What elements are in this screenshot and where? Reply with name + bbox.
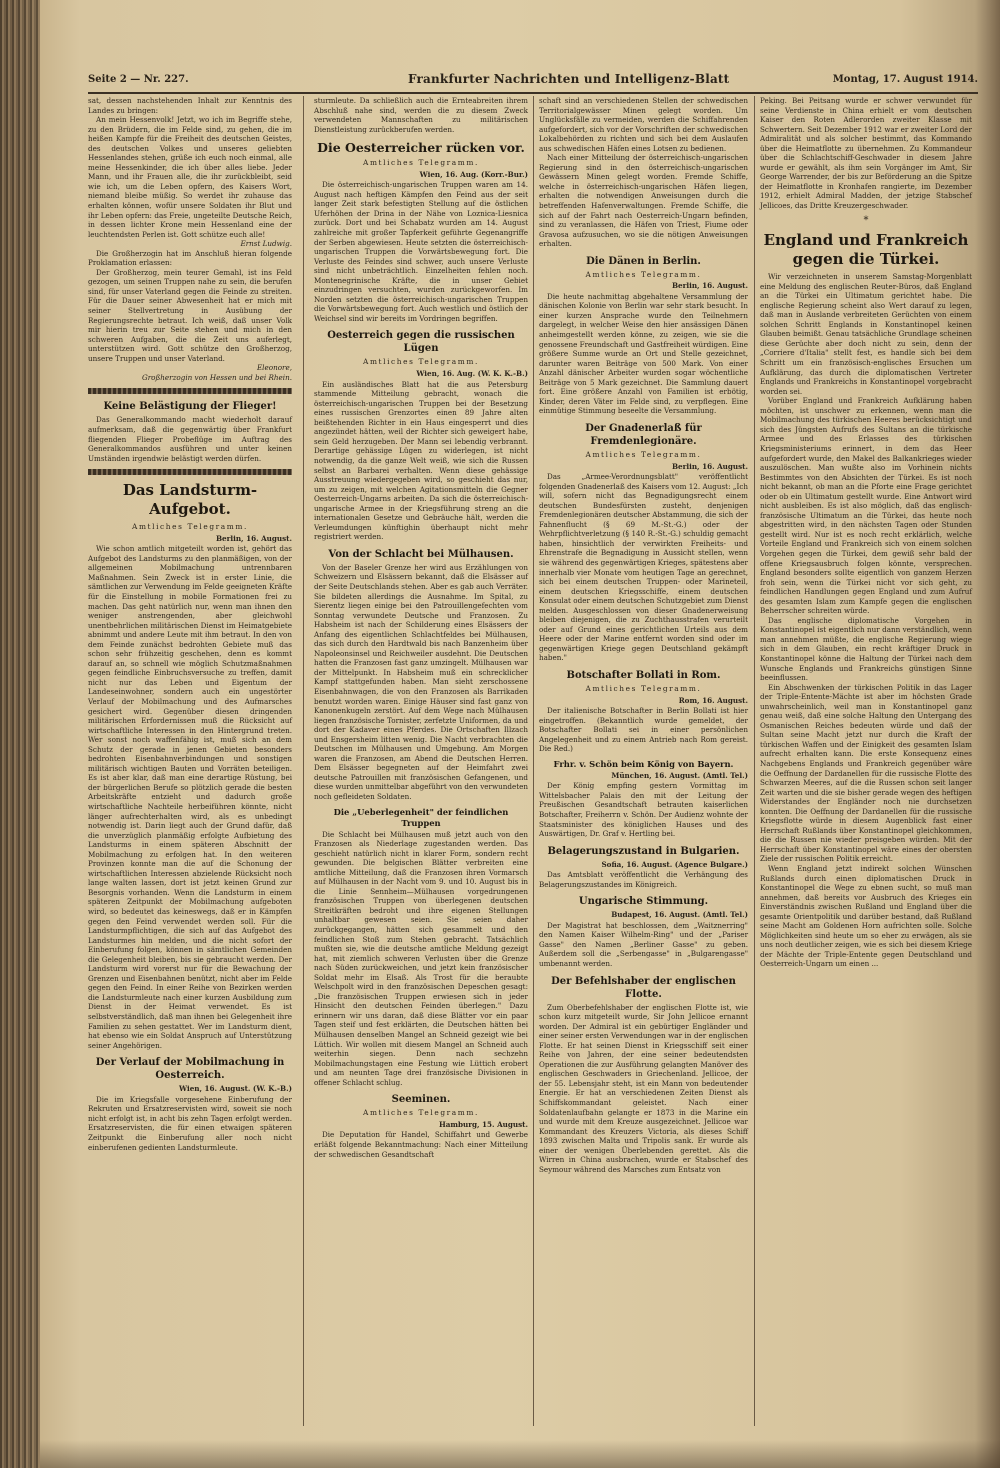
section-divider	[88, 388, 292, 394]
article-text: Die österreichisch-ungarischen Truppen waren am 14. August nach heftigen Kämpfen den Feind aus der seit langer Zeit stark befestigten Stellung auf die östlichen Uferhöhen der Drina in der Nähe von Loznica-Liesnica zurück. Dort und bei Schabatz wurden am 14. August zahlreiche mit großer Tapferkeit geführte Gegenangriffe der Serben abgewiesen. Heute setzten die österreichisch-ungarischen Truppen die Vorwärtsbewegung fort. Die Verluste des Feindes sind schwer, auch unsere Verluste sind nicht unbeträchtlich. Einzelheiten fehlen noch. Montenegrinische Kräfte, die in unser Gebiet einzudringen versuchten, wurden zurückgeworfen. Im Norden setzten die österreichisch-ungarischen Truppen die Vorwärtsbewegung fort. Auch westlich und östlich der Weichsel sind wir bereits im Vordringen begriffen.	[314, 180, 528, 323]
column-separator	[754, 96, 755, 1426]
telegram-label: Amtliches Telegramm.	[132, 522, 248, 532]
dateline: Berlin, 16. August.	[671, 461, 748, 471]
issue-date: Montag, 17. August 1914.	[832, 74, 978, 85]
article-text: Nach einer Mitteilung der österreichisch-ungarischen Regierung sind in den österreichisch-ungarischen Gewässern Minen gelegt worden. Fremde Schiffe, welche in österreichisch-ungarischen Häfen liegen, erhalten die notwendigen Anweisungen durch die betreffenden Hafenverwaltungen. Fremde Schiffe, die sich auf der Fahrt nach Oesterreich-Ungarn befinden, sind zu veranlassen, die Häfen von Triest, Fiume oder Gravosa aufzusuchen, wo sie die nötigen Anweisungen erhalten.	[539, 153, 748, 249]
dateline: Wien, 16. Aug. (Korr.-Bur.)	[419, 169, 528, 179]
dateline: Budapest, 16. August. (Amtl. Tel.)	[611, 910, 748, 920]
article-text: Das Amtsblatt veröffentlicht die Verhängung des Belagerungszustandes im Königreich.	[539, 870, 748, 889]
masthead-title: Frankfurter Nachrichten und Intelligenz-Blatt	[408, 72, 730, 86]
column-separator	[533, 96, 534, 1426]
dateline: Wien, 16. Aug. (W. K. K.-B.)	[416, 369, 528, 379]
column-3	[539, 96, 748, 1174]
article-text: Vorüber England und Frankreich Aufklärung haben möchten, ist unschwer zu erkennen, wenn man die Mobilmachung des türkischen Heeres berücksichtigt und sich des Jüngsten Aufrufs des Sultans an die türkische Armee und des Erlasses des türkischen Kriegsministeriums erinnert, in dem das Heer aufgefordert wurde, den Makel des Balkankrieges wieder auszulöschen. Man wußte also im Vorhinein nichts Bestimmtes von den Absichten der Türkei. Es ist noch nicht bekannt, ob man an die Pforte eine Frage gerichtet oder ob ein Ultimatum gestellt wurde. Eine Antwort wird nicht ausbleiben. Es ist also möglich, daß das englisch-französische Ultimatum an die Türkei, das heute noch abgestritten wird, in den nächsten Tagen oder Stunden gestellt wird. Nur ist es noch recht erklärlich, welche Vorteile England und Frankreich sich von einem solchen Vorgehen gegen die Türkei, dem gewiß sehr bald der offene Kriegsausbruch folgen könnte, versprechen. England besonders sollte eigentlich von ganzem Herzen froh sein, wenn die Türkei nicht vor sich geht, zu feindlichen Handlungen gegen England und zum Aufruf des gesamten Islam zum Kampfe gegen die englischen Beherrscher schreiten würde.	[760, 396, 972, 616]
article-text: Von der Baseler Grenze her wird aus Erzählungen von Schweizern und Elsässern bekannt, daß die Elsässer auf der Seite Deutschlands stehen. Aber es gab auch Verräter. Sie bildeten allerdings die Ausnahme. Im Spital, zu Sierentz liegen einige bei den Patrouillengefechten vom Sonntag verwundete Deutsche und Franzosen. Zu Habsheim ist nach der Schilderung eines Elsässers der Anfang des eigentlichen Schlachtfeldes bei Mülhausen, das sich durch den Hardtwald bis nach Banzenheim über Napoleonsinsel und Reichweiler ausdehnt. Die Deutschen hatten die Franzosen fast ganz umzingelt. Mülhausen war der Mittelpunkt. In Habsheim muß ein schrecklicher Kampf stattgefunden haben. Man sieht zerschossene Eisenbahnwagen, die von den Franzosen als Barrikaden benutzt worden waren. Einige Häuser sind fast ganz von Kanonenkugeln zerstört. Auf dem Wege nach Mülhausen liegen französische Tornister, zerfetzte Uniformen, da und dort der Kadaver eines Pferdes. Die Ortschaften Illzach und Ensgersheim litten wenig. Die Nacht verbrachten die Deutschen im Mülhausen und Umgebung. Am Morgen waren die Franzosen, am Abend die Deutschen Herren. Dem Elsässer begegneten auf der Heimfahrt zwei deutsche Patrouillen mit französischen Gefangenen, und diese wurden unmittelbar abgeführt von den verwundeten noch gefleideten Soldaten.	[314, 562, 528, 801]
dateline: Hamburg, 15. August.	[438, 1119, 528, 1129]
article-text: Die heute nachmittag abgehaltene Versammlung der dänischen Kolonie von Berlin war sehr stark besucht. In einer kurzen Ansprache wurde den Teilnehmern dargelegt, in welcher Weise den hier ansässigen Dänen anheimgestellt werden könne, zu zeigen, wie sie die genossene Freundschaft und Gastfreiheit würdigen. Eine größere Summe wurde an Ort und Stelle gezeichnet, darunter waren Beiträge von 500 Mark. Von einer Anzahl dänischer Arbeiter wurden sogar wöchentliche Beiträge von 5 Mark gezeichnet. Die Sammlung dauert fort. Eine größere Anzahl von Familien ist erbötig, Kinder, deren Väter im Felde sind, zu verpflegen. Eine einmütige Stimmung beseelte die Versammlung.	[539, 291, 748, 416]
telegram-label: Amtliches Telegramm.	[585, 269, 702, 279]
dateline: Berlin, 16. August.	[215, 533, 292, 543]
article-text: Der italienische Botschafter in Berlin Bollati ist hier eingetroffen. (Bekanntlich wurde gemeldet, der Botschafter Bollati sei in einer persönlichen Angelegenheit und zu einem Antrieb nach Rom gereist. Die Red.)	[539, 706, 748, 754]
article-text: schaft sind an verschiedenen Stellen der schwedischen Territorialgewässer Minen gelegt worden. Um Unglücksfälle zu vermeiden, werden die Schiffahrenden aufgefordert, sich vor der Vorschriften der schwedischen Lokalbehörden zu richten und sich bei dem Auslaufen aus schwedischen Häfen eines Lotsen zu bedienen.	[539, 96, 748, 153]
headline-mobilmachung: Der Verlauf der Mobilmachung in Oesterreich.	[95, 1057, 285, 1082]
telegram-label: Amtliches Telegramm.	[363, 1108, 479, 1118]
article-text: Der König empfing gestern Vormittag im Wittelsbacher Palais den mit der Leitung der Preußischen Gesandtschaft betrauten kaiserlichen Botschafter, Freiherrn v. Schön. Der Audienz wohnte der Staatsminister des königlichen Hauses und des Auswärtigen, Dr. Graf v. Hertling bei.	[539, 781, 748, 839]
headline-bollati: Botschafter Bollati in Rom.	[566, 669, 721, 681]
headline-ueberlegenheit: Die „Ueberlegenheit" der feindlichen Truppen	[333, 806, 509, 828]
article-text: Die Großherzogin hat im Anschluß hieran folgende Proklamation erlassen:	[88, 248, 292, 268]
telegram-label: Amtliches Telegramm.	[585, 683, 702, 693]
headline-muelhausen: Von der Schlacht bei Mülhausen.	[328, 548, 514, 560]
headline-tuerkei: England und Frankreich gegen die Türkei.	[763, 231, 969, 269]
article-text: sturmleute. Da schließlich auch die Ernteabreiten ihrem Abschluß nahe sind, werden die zu diesem Zweck verwendeten Mannschaften zu militärischen Dienstleistung zurückberufen werden.	[314, 96, 528, 134]
dateline: München, 16. August. (Amtl. Tel.)	[611, 770, 748, 780]
section-divider	[88, 469, 292, 475]
article-text: Zum Oberbefehlshaber der englischen Flotte ist, wie schon kurz mitgeteilt wurde, Sir John Jellicoe ernannt worden. Der Admiral ist ein gebürtiger Engländer und einer seiner ersten Verwendungen war in der englischen Flotte. Er hat seinen Dienst in Kriegsschiff seit einer Reihe von Jahren, der eine seiner bedeutendsten Operationen die zur Ausführung gelangten Manöver des englischen Geschwaders in Griechenland. Jellicoe, der der 55. Lebensjahr steht, ist ein Mann von bedeutender Energie. Er hat an verschiedenen Zeiten Dienst als Schiffskommandant geleistet. Nach einer Soldatenlaufbahn gelangte er 1873 in die Marine ein und wurde mit dem Kreuze ausgezeichnet. Jellicoe war Kommandant des Kreuzers Victoria, als dieses Schiff 1893 zwischen Malta und Tripolis sank. Er wurde als einer der wenigen Überlebenden gerettet. Als die Wirren in China ausbrachen, wurde er Stabschef des Seymour während des Marsches zum Entsatz von	[539, 1002, 748, 1174]
separator-star: *	[863, 214, 869, 226]
article-text: Das „Armee-Verordnungsblatt" veröffentlicht folgenden Gnadenerlaß des Kaisers vom 12. August: „Ich will, sofern nicht das Begnadigungsrecht einem deutschen Bundesfürsten zusteht, denjenigen Fremdenlegionären deutscher Abstammung, die sich der Fahnenflucht (§ 69 M.-St.-G.) oder der Wehrpflichtverletzung (§ 140 R.-St.-G.) schuldig gemacht haben, hinsichtlich der verwirkten Freiheits- und Ehrenstrafe die Begnadigung in Aussicht stellen, wenn sie während des gegenwärtigen Krieges, spätestens aber innerhalb vier Monate vom heutigen Tage an gerechnet, sich bei einem deutschen Truppen- oder Marineteil, einem deutschen Kriegsschiffe, einem deutschen Konsulat oder einem deutschen Schutzgebiet zum Dienst melden. Ausgeschlossen von dieser Gnadenerweisung bleiben diejenigen, die zu Zuchthausstrafen verurteilt oder auf Grund eines gerichtlichen Urteils aus dem Heere oder der Marine entfernt worden sind oder im gegenwärtigen Kriege gegen Deutschland gekämpft haben."	[539, 472, 748, 663]
article-text: Das englische diplomatische Vorgehen in Konstantinopel ist eigentlich nur dann verständlich, wenn man annehmen müßte, die englische Regierung wiege sich in dem Glauben, ein recht kräftiger Druck in Konstantinopel könne die Haltung der Türkei nach dem Wunsche Englands und Frankreichs günstigen Sinne beeinflussen.	[760, 615, 972, 683]
headline-oesterreicher: Die Oesterreicher rücken vor.	[317, 140, 525, 156]
headline-flieger: Keine Belästigung der Flieger!	[103, 401, 277, 413]
header-rule	[88, 92, 978, 94]
proclamation-text: Der Großherzog, mein teurer Gemahl, ist ins Feld gezogen, um seinen Truppen nahe zu sein, die berufen sind, für unser Vaterland gegen die Feinde zu streiten. Für die Dauer seiner Abwesenheit hat er mich mit seiner Stellvertretung in Ausübung der Regierungsrechte betraut. Ich weiß, daß unser Volk mir hierin treu zur Seite stehen und mich in den schweren Aufgaben, die die Zeit uns auferlegt, unterstützen wird. Gott schütze den Großherzog, unsere Truppen und unser Vaterland.	[88, 267, 292, 363]
headline-gnadenerlass: Der Gnadenerlaß für Fremdenlegionäre.	[585, 422, 702, 447]
article-text: Die im Kriegsfalle vorgesehene Einberufung der Rekruten und Ersatzreservisten wird, soweit sie noch nicht erfolgt ist, in acht bis zehn Tagen erfolgt werden. Ersatzreservisten, die für einen etwaigen späteren Zeitpunkt die Einberufung aller noch nicht einberufenen gedienten Landsturmleute.	[88, 1094, 292, 1152]
signature: Eleonore,	[256, 363, 292, 373]
headline-schoen: Frhr. v. Schön beim König von Bayern.	[553, 758, 734, 769]
column-2	[314, 96, 528, 1159]
dateline: Wien, 16. August. (W. K.-B.)	[179, 1084, 292, 1094]
article-text: Ein ausländisches Blatt hat die aus Petersburg stammende Mitteilung gebracht, wonach die österreichisch-ungarischen Truppen bei der Besetzung eines russischen Grenzortes einen 89 Jahre alten beißtehenden Richter in ein Haus eingesperrt und dies angezündet hätten, weil der Richter sich geweigert habe, sein Geld herzugeben. Der Mann sei lebendig verbrannt. Derartige gehässige Lügen zu widerlegen, ist nicht notwendig, da die ganze Welt weiß, wie sich die Russen selbst an Barbarei verhalten. Wenn diese gehässige Ausstreuung wiedergegeben wird, so geschieht das nur, um zu zeigen, mit welchen Agitationsmitteln die Gegner Oesterreich-Ungarns arbeiten. Da sich die österreichisch-ungarische Armee in der Kriegsführung streng an die internationalen Gesetze und Gebräuche hält, werden die Verleumdungen künftighin überhaupt nicht mehr registriert werden.	[314, 379, 528, 542]
page-edge-shadow	[40, 1440, 1000, 1468]
column-1	[88, 96, 292, 1152]
proclamation-text: An mein Hessenvolk! Jetzt, wo ich im Begriffe stehe, zu den Brüdern, die im Felde sind, zu gehen, die im heißen Kampfe für die Freiheit des deutschen Geistes, des deutschen Volkes und unseres geliebten Hessenlandes stehen, grüße ich euch noch einmal, alle meine Hessenkinder, die ich über alles liebe. Jeder Mann, und ihr Frauen alle, die ihr zurückbleibt, seid wie ich, um die Leben opfern, des Kaisers Wort, niemand bleibe müßig. So werdet ihr zuhause das erhalten können, wofür unsere Soldaten ihr Blut und ihr Leben opfern: das Freie, ungeteilte Deutsche Reich, in dessen lichter Krone mein Hessenland eine der leuchtendsten Perlen ist. Gott schütze euch alle!	[88, 115, 292, 239]
article-text: Die Deputation für Handel, Schiffahrt und Gewerbe erläßt folgende Bekanntmachung: Nach einer Mitteilung der schwedischen Gesandtschaft	[314, 1130, 528, 1159]
telegram-label: Amtliches Telegramm.	[363, 357, 479, 367]
article-text: Der Magistrat hat beschlossen, dem „Waitznerring" den Namen Kaiser Wilhelm-Ring" und der „Pariser Gasse" den Namen „Berliner Gasse" zu geben. Außerdem soll die „Serbengasse" in „Bulgarengasse" umbenannt werden.	[539, 920, 748, 969]
signature: Ernst Ludwig.	[240, 239, 292, 249]
headline-seeminen: Seeminen.	[391, 1094, 451, 1106]
headline-befehlshaber: Der Befehlshaber der englischen Flotte.	[551, 975, 736, 1000]
book-binding	[0, 0, 40, 1468]
signature: Großherzogin von Hessen und bei Rhein.	[141, 372, 292, 382]
headline-luegen: Oesterreich gegen die russischen Lügen	[327, 330, 515, 355]
article-text: Die Schlacht bei Mülhausen muß jetzt auch von den Franzosen als Niederlage zugestanden werden. Das geschieht natürlich nicht in klarer Form, sondern recht gewunden. Die belgischen Blätter verbreiten eine amtliche Mitteilung, daß die Franzosen ihren Vormarsch auf Mülhausen in der Nacht vom 9. und 10. August bis in die Linie Sennheim—Mülhausen vorgedrungenen französischen Truppen von überlegenen deutschen Streitkräften bedroht und ihre eigenen Stellungen unhaltbar gewesen seien. Sie seien daher zurückgegangen, hätten sich gesammelt und den feindlichen Stoß zum Stehen gebracht. Tatsächlich mußten sie, wie die deutsche amtliche Meldung gezeigt hat, mit ziemlich schweren Verlusten über die Grenze nach Süden zurückweichen, und jetzt kein französischer Soldat mehr im Elsaß. Als Trost für die beraubte Welschpolt wird in den französischen Depeschen gesagt: „Die französischen Truppen erwiesen sich in jeder Hinsicht den deutschen Feinden überlegen." Dazu erinnern wir uns daran, daß diese Blätter vor ein paar Tagen steif und fest erklärten, die Deutschen hätten bei Mülhausen denselben Mangel an Schneid gezeigt wie bei Lüttich. Wir wollen mit diesem Mangel an Schneid auch weiterhin siegen. Denn nach sechzehn Mobilmachungstagen eine Festung wie Lüttich erobert und am neunten Tage drei französische Divisionen in offener Schlacht schlug.	[314, 829, 528, 1087]
article-text: Das Generalkommando macht wiederholt darauf aufmerksam, daß die gegenwärtig über Frankfurt fliegenden Flieger Probeflüge im Auftrag des Generalkommandos ausführen und unter keinen Umständen irgendwie belästigt werden dürfen.	[88, 415, 292, 463]
headline-landsturm: Das Landsturm-Aufgebot.	[122, 481, 258, 519]
article-text: Peking. Bei Peitsang wurde er schwer verwundet für seine Verdienste in China erhielt er vom deutschen Kaiser den Roten Adlerorden zweiter Klasse mit Schwertern. Seit Dezember 1912 war er zweiter Lord der Admiralität und als solcher bestimmt, das Kommando über die Heimatflotte zu übernehmen. Zu Kommandeur über die Schlachtschiff-Geschwader in diesem Jahre wurde er gewählt, als ihm sein Vorgänger im Amt, Sir George Warrender, der bis zur Beförderung an die Spitze der Heimatflotte in Kronhafen rangierte, im Dezember 1912, erhielt Admiral Madden, der jetzige Stabschef Jellicoes, das Dritte Kreuzergeschwader.	[760, 96, 972, 211]
article-text: Wenn England jetzt indirekt solchen Wünschen Rußlands durch einen diplomatischen Druck in Konstantinopel die Wege zu ebnen sucht, so muß man annehmen, daß bereits vor Ausbruch des Krieges ein Einverständnis zwischen Rußland und England über die gesamte Orientpolitik und darüber bestand, daß Rußland seine Macht am Goldenen Horn aufrichten solle. Solche Möglichkeiten sind heute um so eher zu erwägen, als sie uns noch deutlicher zeigen, wie es sich bei diesem Kriege der Mächte der Triple-Entente gegen Deutschland und Oesterreich-Ungarn um einen ...	[760, 864, 972, 969]
dateline: Rom, 16. August.	[678, 695, 748, 705]
headline-daenen: Die Dänen in Berlin.	[586, 255, 701, 267]
column-4	[760, 96, 972, 969]
article-text: Ein Abschwenken der türkischen Politik in das Lager der Triple-Entente-Mächte ist aber im höchsten Grade unwahrscheinlich, weil man in Konstantinopel ganz genau weiß, daß eine solche Haltung den Untergang des Osmanischen Reiches bedeuten würde und daß der Sultan seine Macht jetzt nur durch die Kraft der türkischen Waffen und der Einigkeit des gesamten Islam aufrecht erhalten kann. Die erste Konsequenz eines Nachgebens Englands und Frankreich gegenüber wäre die Oeffnung der Dardanellen für die russische Flotte des Schwarzen Meeres, auf die die Russen schon seit langer Zeit warten und die sie bisher gerade wegen des heftigen Widerstandes der Engländer noch nie durchsetzen konnten. Die Oeffnung der Dardanellen für die russische Kriegsflotte würde in diesem Augenblick fast einer Herrschaft Rußlands über Konstantinopel gleichkommen, die die Russen nie wieder preisgeben würden. Mit der Herrschaft über Konstantinopel wäre eines der obersten Ziele der russischen Politik erreicht.	[760, 682, 972, 864]
dateline: Sofia, 16. August. (Agence Bulgare.)	[601, 859, 748, 869]
article-text: Wir verzeichneten in unserem Samstag-Morgenblatt eine Meldung des englischen Reuter-Büros, daß England an die Türkei ein Ultimatum gerichtet habe. Die englische Regierung scheint also Wert darauf zu legen, daß man in Auslande verbreiteten Gerüchten von einem solchen Schritt Englands in Konstantinopel keinen Glauben beimißt. Genau tatsächliche Grundlage scheinen diese Gerüchte aber doch nicht zu sein, denn der „Corriere d'Italia" stellt fest, es handle sich bei dem Schritt um ein französisch-englisches Ersuchen um Aufklärung, das durch die diplomatischen Vertreter Englands und Frankreichs in Konstantinopel vorgebracht worden sei.	[760, 272, 972, 396]
telegram-label: Amtliches Telegramm.	[585, 449, 702, 459]
page-header	[88, 70, 978, 92]
telegram-label: Amtliches Telegramm.	[363, 158, 479, 168]
dateline: Berlin, 16. August.	[671, 281, 748, 291]
page-number: Seite 2 — Nr. 227.	[88, 74, 189, 85]
headline-ungarische-stimmung: Ungarische Stimmung.	[578, 896, 709, 908]
article-text: sat, dessen nachstehenden Inhalt zur Kenntnis des Landes zu bringen:	[88, 96, 292, 115]
column-separator	[303, 96, 304, 1426]
article-text: Wie schon amtlich mitgeteilt worden ist, gehört das Aufgebot des Landsturms zu den planmäßigen, von der allgemeinen Mobilmachung untrennbaren Maßnahmen. Sein Zweck ist in erster Linie, die sämtlichen zur Verwendung im Felde geeigneten Kräfte für die Einstellung in mobile Formationen frei zu machen. Das geht natürlich nur, wenn man ihnen den weniger anstrengenden, aber gleichwohl unentbehrlichen militärischen Dienst im Heimatgebiete abnimmt und andere Leute mit ihm betraut. In den von dem Feinde zunächst bedrohten Gebiete muß das schon sehr frühzeitig geschehen, denn es kommt darauf an, so schnell wie möglich Schutzmaßnahmen gegen feindliche Einbruchsversuche zu treffen, damit nicht nur das Leben und Eigentum der Landeseinwohner, sondern auch ein ungestörter Verlauf der Mobilmachung und des Aufmarsches gesichert wird. Gegenüber diesen dringenden militärischen Erfordernissen muß die Rücksicht auf wirtschaftliche Interessen in den Hintergrund treten. Wer sonst noch waffenfähig ist, muß sich an dem Schutz der gerade in jenen Gebieten besonders bedrohten Eisenbahnverbindungen und sonstigen militärisch wichtigen Bauten und Vorräten beteiligen. Es ist aber klar, daß man eine derartige Rüstung, bei der bürgerlichen Berufe so plötzlich gerade die besten Arbeitskräfte entzieht und dadurch große wirtschaftliche Nachteile herbeiführen könnte, nicht länger aufrechterhalten wird, als es unbedingt notwendig ist. Darin liegt auch der Grund dafür, daß die unverzüglich planmäßig erfolgte Aufbietung des Landsturms in einem späteren Abschnitt der Mobilmachung zu erfolgen hat. In den weiteren Provinzen konnte man die auf die Schonung der wirtschaftlichen Interessen abzielende Rücksicht noch lange walten lassen, dort ist jetzt keinen Grund zur Besorgnis vorhanden. Wenn die Landsturm in einem späteren Zeitpunkt der Mobilmachung aufgeboten wird, so bedeutet das keineswegs, daß er in Kämpfen gegen den Feind verwendet werden soll. Für die Landsturmpflichtigen, die sich auf das Aufgebot des Landsturmes hin melden, und die nicht sofort der Einberufung folgen, können in sämtlichen Gemeinden die Gelegenheit bleiben, bis sie gebraucht werden. Der Landsturm wird vorerst nur für die Bewachung der Grenzen und Eisenbahnen benützt, nicht aber im Felde gegen den Feind. In einer Reihe von Bezirken werden die Landsturmleute nach einer kurzen Ausbildung zum Dienst in der Heimat verwendet. Es ist selbstverständlich, daß man ihnen bei Gelegenheit ihre Familien zu sehen gestattet. Wer im Landsturm dient, hat ebenso wie ein Soldat Anspruch auf Unterstützung seiner Angehörigen.	[88, 544, 292, 1050]
headline-bulgarien: Belagerungszustand in Bulgarien.	[547, 845, 740, 857]
